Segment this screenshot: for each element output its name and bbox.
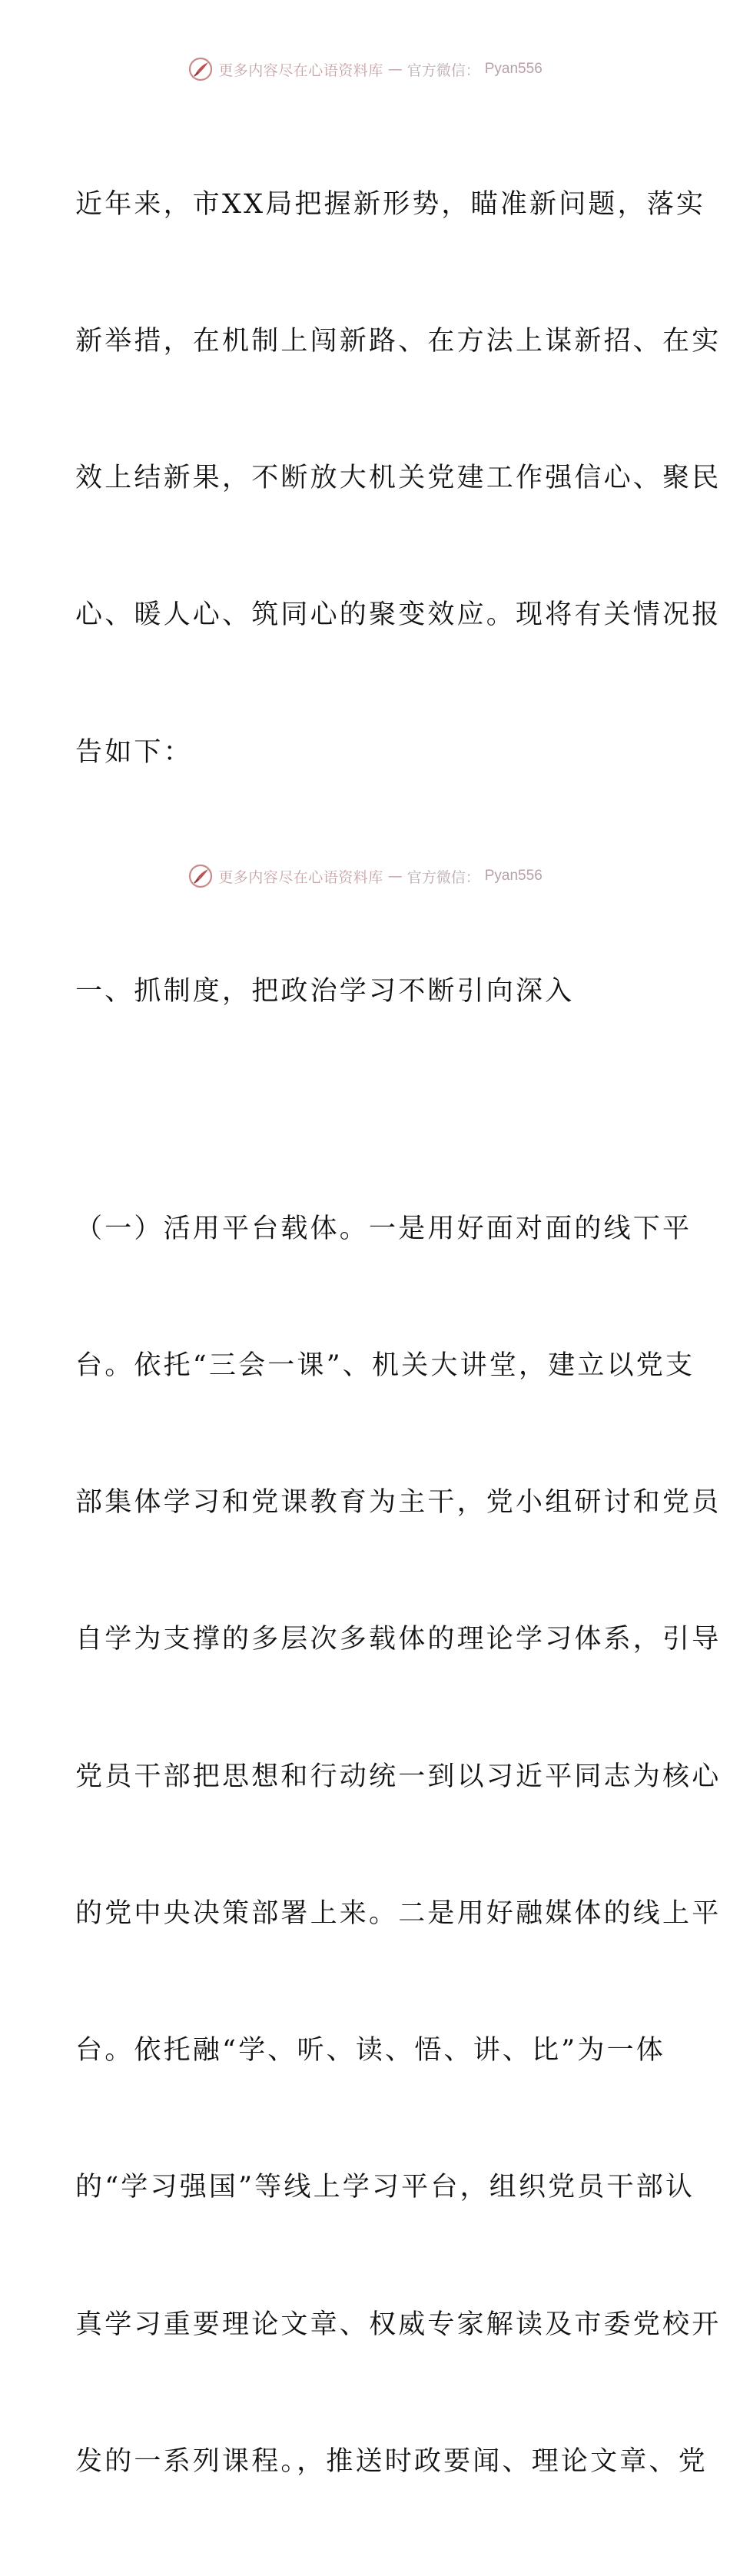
watermark-text: 更多内容尽在心语资料库 (218, 868, 383, 886)
watermark-dash: — (387, 61, 403, 78)
section-paragraph (75, 1115, 722, 2576)
text-line: 效上结新果，不断放大机关党建工作强信心、聚民 (75, 463, 722, 494)
heading-text: 一、抓制度，把政治学习不断引向深入 (75, 975, 575, 1007)
text-line: 台。依托融“学、听、读、悟、讲、比”为一体 (75, 2035, 665, 2066)
watermark-wechat-id: Pyan556 (484, 868, 543, 884)
quill-logo-icon (187, 863, 214, 889)
text-line: （一）活用平台载体。一是用好面对面的线下平 (75, 1213, 692, 1244)
watermark-wechat-id: Pyan556 (484, 61, 543, 77)
header-watermark (0, 54, 730, 85)
section-heading (75, 878, 659, 1106)
footer-watermark (0, 861, 730, 891)
text-line: 部集体学习和党课教育为主干，党小组研讨和党员 (75, 1487, 722, 1519)
text-line: 自学为支撑的多层次多载体的理论学习体系，引导 (75, 1624, 722, 1655)
intro-paragraph (75, 91, 722, 867)
text-line: 台。依托“三会一课”、机关大讲堂，建立以党支 (75, 1349, 695, 1381)
text-line: 发的一系列课程。，推送时政要闻、理论文章、党 (75, 2445, 708, 2477)
text-line: 真学习重要理论文章、权威专家解读及市委党校开 (75, 2309, 722, 2340)
text-line: 新举措，在机制上闯新路、在方法上谋新招、在实 (75, 326, 722, 357)
text-line: 党员干部把思想和行动统一到以习近平同志为核心 (75, 1761, 722, 1792)
watermark-wechat-label: 官方微信： (406, 868, 480, 886)
watermark-dash: — (387, 868, 403, 885)
quill-logo-icon (187, 56, 214, 82)
text-line: 的党中央决策部署上来。二是用好融媒体的线上平 (75, 1897, 722, 1929)
text-line: 近年来，市XX局把握新形势，瞄准新问题，落实 (75, 188, 706, 220)
watermark-wechat-label: 官方微信： (406, 61, 480, 79)
document-body (75, 91, 722, 2576)
text-line: 的“学习强国”等线上学习平台，组织党员干部认 (75, 2172, 695, 2203)
text-line: 心、暖人心、筑同心的聚变效应。现将有关情况报 (75, 599, 722, 631)
watermark-text: 更多内容尽在心语资料库 (218, 61, 383, 79)
text-line: 告如下： (75, 736, 193, 768)
